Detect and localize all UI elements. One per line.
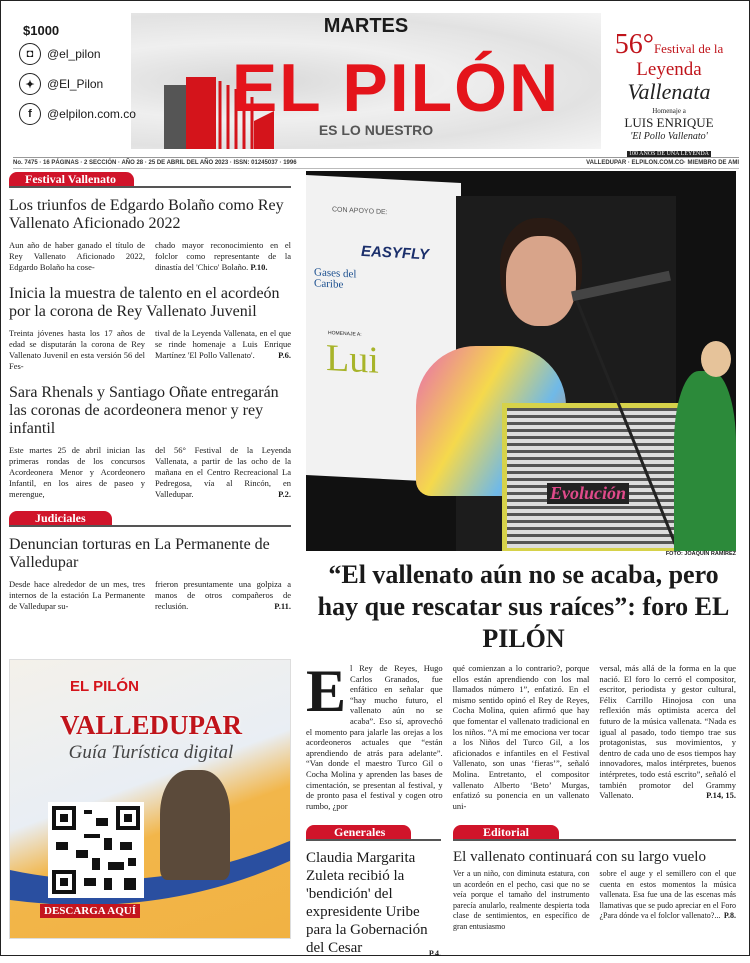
section-festival-vallenato: Festival Vallenato bbox=[9, 173, 291, 188]
day-label: MARTES bbox=[323, 15, 409, 37]
section-judiciales: Judiciales bbox=[9, 512, 291, 527]
social-facebook[interactable]: f @elpilon.com.co bbox=[19, 103, 136, 125]
left-column bbox=[9, 173, 291, 612]
page-ref: P.11. bbox=[274, 601, 291, 611]
section-editorial: Editorial bbox=[453, 826, 736, 841]
newspaper-logo: EL PILÓN bbox=[231, 50, 561, 126]
edition-info: No. 7475 · 16 PÁGINAS · 2 SECCIÓN · AÑO 28 · 25 DE ABRIL DEL AÑO 2023 · ISSN: 01245037 · 1996 VALLEDUPAR · ELPILON.COM.CO· MIEMBRO DE AMI bbox=[13, 157, 739, 169]
twitter-icon: ✦ bbox=[19, 73, 41, 95]
price: $1000 bbox=[23, 23, 60, 38]
story-title[interactable]: Denuncian torturas en La Permanente de Valledupar bbox=[9, 536, 270, 571]
page-ref: P.14, 15. bbox=[706, 790, 736, 801]
story-title[interactable]: Inicia la muestra de talento en el acordeón por la corona de Rey Vallenato Juvenil bbox=[9, 285, 280, 320]
story-title[interactable]: Claudia Margarita Zuleta recibió la 'bendición' del expresidente Uribe para la Gobernación del Cesar P.4. bbox=[306, 850, 441, 958]
section-generales: Generales bbox=[306, 826, 441, 841]
main-article: El Rey de Reyes, Hugo Carlos Granados, fue enfático en señalar que “hay mucho futuro, el vallenato aún no se acaba”. Eso sí, aprovechó el momento para jalarle las orejas a los acordeoneros actuales que “están aprendiendo de atrás para adelante”. “Van donde el maestro Turco Gil o Cocha Molina y aprenden las bases de cimentación, se presentan al festival, y de pronto pasa el festival y cogen otro rumbo, ¿por qué comienzan a lo contrario?, porque ellos están aprendiendo con los mal llamados número 1”, enfatizó. En el mismo sentido opinó el Rey de Reyes, Cocha Molina, quien afirmó que hay que fomentar el vallenato tradicional en los niños. “A mí me emociona ver tocar a los Niños del Turco Gil, a los aficionados e infantiles en el Festival Vallenato, son unas ‘fieras’”, señaló Molina. Entretanto, el compositor vallenato Alberto ‘Beto’ Murgas, enfatizó su ponencia en un vallenato uni- versal, más allá de la forma en la que nació. El foro lo cerró el compositor, escritor, periodista y gestor cultural, Félix Carrillo Hinojosa con una reflexión más optimista acerca del futuro de la música vallenata. “Nada es igual al pasado, todo tiempo trae sus protagonistas, sus movimientos, y dentro de cada uno de esos tiempos hay innovadores, malos intérpretes, buenos intérpretes, todo está escrito”, señaló el también promotor del Grammy Vallenato. P.14, 15. bbox=[306, 658, 736, 811]
download-button[interactable]: DESCARGA AQUÍ bbox=[40, 904, 140, 918]
social-instagram[interactable]: ◘ @el_pilon bbox=[19, 43, 101, 65]
story[interactable]: Denuncian torturas en La Permanente de Valledupar Desde hace alrededor de un mes, tres internos de la estación La Permanente de Valledupar su- frieron presuntamente una golpiza a manos de otros compañeros de reclusión. P.11. bbox=[9, 536, 291, 611]
story-title[interactable]: El vallenato continuará con su largo vuelo bbox=[453, 849, 706, 865]
page-ref: P.10. bbox=[250, 262, 268, 272]
qr-code[interactable] bbox=[48, 802, 144, 898]
page-ref: P.8. bbox=[723, 911, 736, 920]
generales-story[interactable] bbox=[306, 826, 441, 963]
accordion: Evolución bbox=[502, 403, 692, 551]
social-twitter[interactable]: ✦ @El_Pilon bbox=[19, 73, 103, 95]
woman-head bbox=[701, 341, 731, 377]
slogan: ES LO NUESTRO bbox=[318, 122, 434, 138]
editorial-story[interactable]: Editorial El vallenato continuará con su largo vuelo Ver a un niño, con diminuta estatura, con un acordeón en el pecho, casi que no se veía porque el tamaño del instrumento parecía anularlo, realmente despierta toda clase de sentimientos, en específico de gran entusiasmo sobre el auge y el semillero con el que cuenta en estos momentos la música vallenata. Esa fue una de las escenas más llamativas que se pudo apreciar en el Foro ¿Para dónde va el folclor vallenato?... P.8. bbox=[453, 825, 736, 931]
masthead bbox=[1, 1, 750, 157]
sponsor-banner: CON APOYO DE: EASYFLY Gases del Caribe HOMENAJE A: Lui bbox=[306, 175, 461, 483]
main-photo[interactable] bbox=[306, 171, 736, 551]
facebook-icon: f bbox=[19, 103, 41, 125]
tourism-guide-ad[interactable] bbox=[9, 659, 291, 939]
main-headline[interactable]: “El vallenato aún no se acaba, pero hay que rescatar sus raíces”: foro EL PILÓN bbox=[317, 560, 730, 653]
instagram-icon: ◘ bbox=[19, 43, 41, 65]
ad-title: VALLEDUPAR bbox=[59, 710, 243, 740]
singer-head bbox=[506, 236, 576, 326]
story[interactable]: Inicia la muestra de talento en el acordeón por la corona de Rey Vallenato Juvenil Treinta jóvenes hasta los 17 años de edad se disputarán la corona de Rey Vallenato Juvenil en esta versión 56 del Fes- tival de la Leyenda Vallenata, en el que se rinde homenaje a Luis Enrique Martínez 'El Pollo Vallenato'. P.6. bbox=[9, 285, 291, 371]
statue-image bbox=[160, 770, 230, 880]
woman-in-green bbox=[674, 371, 736, 551]
story-title[interactable]: Sara Rhenals y Santiago Oñate entregarán las coronas de acordeonera menor y rey infantil bbox=[9, 384, 279, 437]
photo-credit: FOTO: JOAQUÍN RAMÍREZ bbox=[665, 551, 736, 557]
ad-subtitle: Guía Turística digital bbox=[68, 742, 234, 763]
story[interactable]: Los triunfos de Edgardo Bolaño como Rey Vallenato Aficionado 2022 Aun año de haber ganado el título de Rey Vallenato Aficionado 2022, Edgardo Bolaño ha cose- chado mayor reconocimiento en el folclor como representante de la dinastía del 'Chico' Bolaño. P.10. bbox=[9, 197, 291, 272]
festival-logo: 56°Festival de la Leyenda Vallenata Homenaje a LUIS ENRIQUE 'El Pollo Vallenato' 100 AÑOS DE UNA LEYENDA bbox=[614, 29, 724, 157]
drop-cap: E bbox=[306, 658, 347, 724]
story-title[interactable]: Los triunfos de Edgardo Bolaño como Rey Vallenato Aficionado 2022 bbox=[9, 197, 284, 232]
ad-brand: EL PILÓN bbox=[70, 678, 139, 695]
story[interactable]: Sara Rhenals y Santiago Oñate entregarán las coronas de acordeonera menor y rey infantil Este martes 25 de abril inician las primeras rondas de los concursos Acordeonera Menor y Acordeonero Infantil, en los aires de paseo y merengue, del 56° Festival de la Leyenda Vallenata, a partir de las ocho de la mañana en el Centro Recreacional La Pedregosa, vía al Rincón, en Valledupar. P.2. bbox=[9, 384, 291, 499]
page-ref: P.2. bbox=[278, 489, 291, 499]
page-ref: P.6. bbox=[278, 350, 291, 360]
